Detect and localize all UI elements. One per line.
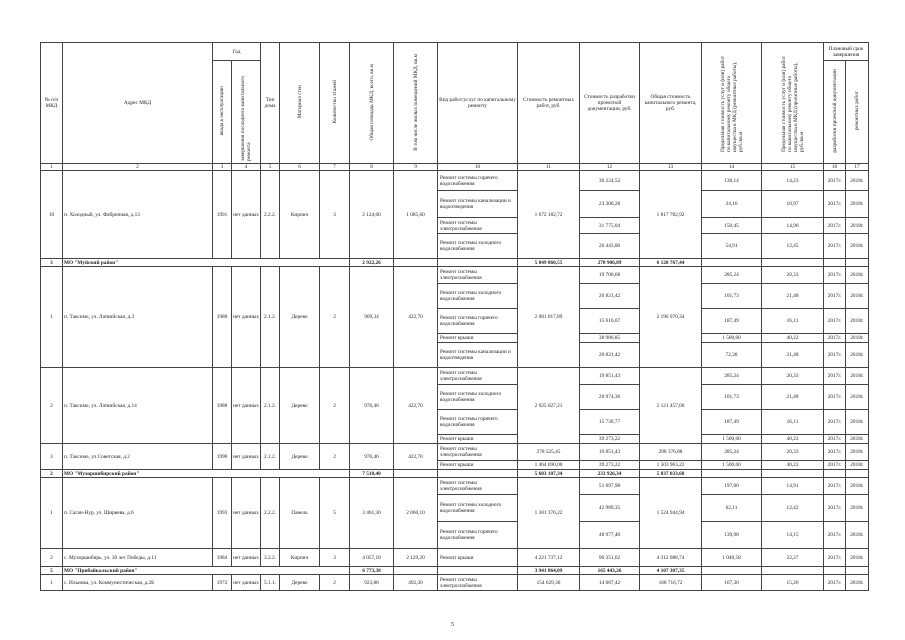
doc-cost: 31 775,04 — [580, 218, 640, 234]
work-type: Ремонт крыши — [438, 461, 518, 470]
doc-cost: 23 300,28 — [580, 191, 640, 218]
header-num: № п/п МКД — [41, 43, 63, 164]
row-last-repair: нет данных — [232, 171, 261, 259]
col-number: 9 — [394, 164, 438, 171]
page-number: 5 — [451, 622, 454, 628]
section-total-cost: 5 837 033,68 — [640, 470, 702, 478]
row-year: 1993 — [213, 478, 232, 549]
table-row — [41, 478, 869, 495]
doc-cost: 38 986,85 — [580, 334, 640, 343]
section-repair-cost: 5 603 107,34 — [518, 470, 580, 478]
work-type: Ремонт системы электроснабжения — [438, 575, 518, 591]
work-type: Ремонт системы электроснабжения — [438, 444, 518, 461]
doc-cost: 39 273,22 — [580, 435, 640, 444]
plan-design: 2017г. — [824, 284, 846, 309]
doc-cost: 30 224,52 — [580, 171, 640, 191]
row-living-area: 492,30 — [394, 575, 438, 591]
limit-design: 10,97 — [762, 191, 824, 218]
limit-design: 20,33 — [762, 444, 824, 461]
plan-repair: 2018г. — [846, 234, 869, 259]
row-house-type: 2.1.2. — [261, 444, 280, 470]
work-type: Ремонт системы электроснабжения — [438, 478, 518, 495]
section-num: 2 — [41, 470, 63, 478]
section-row — [41, 259, 869, 267]
row-last-repair: нет данных — [232, 267, 261, 368]
row-wall-material: Кирпич — [280, 171, 320, 259]
row-last-repair: нет данных — [232, 444, 261, 470]
row-repair-cost: 1 672 182,72 — [518, 171, 580, 259]
plan-design: 2017г. — [824, 478, 846, 495]
row-repair-cost: 2 025 627,21 — [518, 368, 580, 444]
limit-design: 14,15 — [762, 522, 824, 549]
row-floors: 2 — [320, 368, 350, 444]
col-number: 17 — [846, 164, 869, 171]
plan-repair: 2018г. — [846, 267, 869, 284]
row-floors: 2 — [320, 444, 350, 470]
col-number: 10 — [438, 164, 518, 171]
row-year: 1972 — [213, 575, 232, 591]
limit-design: 16,11 — [762, 309, 824, 334]
row-last-repair: нет данных — [232, 575, 261, 591]
plan-repair: 2018г. — [846, 171, 869, 191]
section-repair-cost: 3 941 864,09 — [518, 567, 580, 575]
plan-design: 2017г. — [824, 171, 846, 191]
limit-repair: 62,11 — [702, 495, 762, 522]
limit-design: 12,42 — [762, 495, 824, 522]
row-last-repair: нет данных — [232, 478, 261, 549]
row-wall-material: Кирпич — [280, 549, 320, 567]
col-number: 7 — [320, 164, 350, 171]
work-type: Ремонт крыши — [438, 435, 518, 444]
row-house-type: 5.1.1. — [261, 575, 280, 591]
work-type: Ремонт системы холодного водоснабжения — [438, 495, 518, 522]
row-wall-material: Панель — [280, 478, 320, 549]
plan-repair: 2018г. — [846, 495, 869, 522]
plan-repair: 2018г. — [846, 218, 869, 234]
table-row — [41, 575, 869, 591]
col-number: 2 — [63, 164, 213, 171]
limit-repair: 1 500,00 — [702, 334, 762, 343]
header-doc-cost: Стоимость разработки проектной документации, руб. — [580, 43, 640, 164]
plan-design: 2017г. — [824, 334, 846, 343]
header-house-type: Тип дома — [261, 43, 280, 164]
limit-design: 22,27 — [762, 549, 824, 567]
work-type: Ремонт системы холодного водоснабжения — [438, 284, 518, 309]
row-address: с. Ильинка, ул. Коммунистическая, д.2Б — [63, 575, 213, 591]
doc-cost: 19 851,43 — [580, 444, 640, 461]
row-living-area: 2 129,20 — [394, 549, 438, 567]
row-address: п. Холодный, ул. Фабричная, д.13 — [63, 171, 213, 259]
row-living-area: 422,70 — [394, 267, 438, 368]
limit-repair: 54,91 — [702, 234, 762, 259]
row-wall-material: Дерево — [280, 575, 320, 591]
repair-cost: 278 525,45 — [518, 444, 580, 461]
col-number: 1 — [41, 164, 63, 171]
plan-repair: 2018г. — [846, 191, 869, 218]
plan-design: 2017г. — [824, 461, 846, 470]
limit-repair: 34,16 — [702, 191, 762, 218]
row-house-type: 2.1.2. — [261, 267, 280, 368]
plan-repair: 2018г. — [846, 385, 869, 410]
row-living-area: 422,70 — [394, 444, 438, 470]
plan-design: 2017г. — [824, 191, 846, 218]
doc-cost: 20 821,42 — [580, 284, 640, 309]
header-total-cost: Общая стоимость капитального ремонта, руб. — [640, 43, 702, 164]
plan-repair: 2018г. — [846, 368, 869, 385]
row-repair-cost: 4 221 737,12 — [518, 549, 580, 567]
col-number: 16 — [824, 164, 846, 171]
row-address: п. Саган-Нур, ул. Ширяева, д.6 — [63, 478, 213, 549]
plan-design: 2017г. — [824, 218, 846, 234]
doc-cost: 19 706,68 — [580, 267, 640, 284]
section-doc-cost: 165 443,26 — [580, 567, 640, 575]
row-num: 2 — [41, 549, 63, 567]
row-repair-cost: 2 081 017,89 — [518, 267, 580, 368]
table-row — [41, 267, 869, 284]
section-total-cost: 4 107 307,35 — [640, 567, 702, 575]
section-name: МО "Прибайкальский район" — [63, 567, 350, 575]
row-total-cost: 1 524 944,94 — [640, 478, 702, 549]
row-total-area: 3 461,30 — [350, 478, 394, 549]
row-address: п. Таксимо, ул. Латвийская, д.3 — [63, 267, 213, 368]
header-year-commission: ввода в эксплуатацию — [213, 61, 232, 164]
table-row — [41, 444, 869, 461]
plan-repair: 2018г. — [846, 575, 869, 591]
column-number-row — [41, 164, 869, 171]
row-total-area: 976,46 — [350, 368, 394, 444]
plan-repair: 2018г. — [846, 461, 869, 470]
col-number: 14 — [702, 164, 762, 171]
limit-design: 20,33 — [762, 368, 824, 385]
row-num: 2 — [41, 368, 63, 444]
section-area: 2 922,26 — [350, 259, 394, 267]
limit-design: 16,11 — [762, 410, 824, 435]
total-cost: 298 376,88 — [640, 444, 702, 461]
header-year-group: Год — [213, 43, 261, 61]
header-limit-design: Предельная стоимость услуг и (или) работ по капитальному ремонту общего имущества в МКД (проектные работы), руб./кв.м — [762, 43, 824, 164]
limit-repair: 101,73 — [702, 284, 762, 309]
row-total-cost: 1 817 782,92 — [640, 171, 702, 259]
row-living-area: 422,70 — [394, 368, 438, 444]
row-total-cost: 4 312 088,74 — [640, 549, 702, 567]
row-num: 1 — [41, 575, 63, 591]
section-area: 7 518,40 — [350, 470, 394, 478]
work-type: Ремонт системы горячего водоснабжения — [438, 309, 518, 334]
plan-repair: 2018г. — [846, 478, 869, 495]
row-year: 1988 — [213, 267, 232, 368]
row-living-area: 1 085,60 — [394, 171, 438, 259]
plan-design: 2017г. — [824, 385, 846, 410]
limit-design: 21,48 — [762, 343, 824, 368]
row-house-type: 2.2.2. — [261, 171, 280, 259]
plan-repair: 2018г. — [846, 343, 869, 368]
limit-design: 20,33 — [762, 267, 824, 284]
col-number: 3 — [213, 164, 232, 171]
plan-repair: 2018г. — [846, 549, 869, 567]
row-year: 1984 — [213, 549, 232, 567]
limit-repair: 285,24 — [702, 368, 762, 385]
plan-design: 2017г. — [824, 495, 846, 522]
col-number: 6 — [280, 164, 320, 171]
row-total-cost: 2 121 457,00 — [640, 368, 702, 444]
header-plan-repair: ремонтных работ — [846, 61, 869, 164]
col-number: 5 — [261, 164, 280, 171]
header-row-1 — [41, 43, 869, 61]
limit-repair: 139,98 — [702, 522, 762, 549]
section-num: 5 — [41, 567, 63, 575]
limit-repair: 138,14 — [702, 171, 762, 191]
work-type: Ремонт системы горячего водоснабжения — [438, 410, 518, 435]
row-address: с. Мухоршибирь, ул. 30 лет Победы, д.11 — [63, 549, 213, 567]
row-year: 1988 — [213, 368, 232, 444]
section-name: МО "Муйский район" — [63, 259, 350, 267]
work-type: Ремонт системы электроснабжения — [438, 218, 518, 234]
table-row — [41, 549, 869, 567]
limit-repair: 197,00 — [702, 478, 762, 495]
work-type: Ремонт системы горячего водоснабжения — [438, 171, 518, 191]
row-total-area: 923,86 — [350, 575, 394, 591]
row-num: 3 — [41, 444, 63, 470]
row-repair-cost: 1 381 370,22 — [518, 478, 580, 549]
row-living-area: 2 060,10 — [394, 478, 438, 549]
row-floors: 2 — [320, 267, 350, 368]
limit-repair: 187,49 — [702, 410, 762, 435]
limit-repair: 150,45 — [702, 218, 762, 234]
table-row — [41, 368, 869, 385]
row-floors: 3 — [320, 171, 350, 259]
table-row — [41, 171, 869, 191]
row-floors: 3 — [320, 549, 350, 567]
work-type: Ремонт системы горячего водоснабжения — [438, 522, 518, 549]
plan-repair: 2018г. — [846, 435, 869, 444]
repair-cost: 1 464 690,00 — [518, 461, 580, 470]
limit-design: 14,91 — [762, 478, 824, 495]
row-wall-material: Дерево — [280, 444, 320, 470]
plan-design: 2017г. — [824, 368, 846, 385]
work-type: Ремонт системы холодного водоснабжения — [438, 385, 518, 410]
register-sheet — [40, 42, 868, 591]
doc-cost: 39 273,22 — [580, 461, 640, 470]
doc-cost: 19 851,43 — [580, 368, 640, 385]
row-last-repair: нет данных — [232, 549, 261, 567]
col-number: 4 — [232, 164, 261, 171]
limit-repair: 1 500,00 — [702, 435, 762, 444]
limit-design: 14,23 — [762, 171, 824, 191]
plan-design: 2017г. — [824, 444, 846, 461]
row-year: 1990 — [213, 444, 232, 470]
row-house-type: 2.1.2. — [261, 368, 280, 444]
row-repair-cost: 154 629,30 — [518, 575, 580, 591]
limit-repair: 72,38 — [702, 343, 762, 368]
plan-design: 2017г. — [824, 522, 846, 549]
plan-design: 2017г. — [824, 435, 846, 444]
doc-cost: 15 730,77 — [580, 410, 640, 435]
header-plan-group: Плановый срок завершения — [824, 43, 869, 61]
work-type: Ремонт системы электроснабжения — [438, 267, 518, 284]
header-year-last-repair: завершения последнего капитального ремонта — [232, 61, 261, 164]
row-num: 10 — [41, 171, 63, 259]
section-name: МО "Мухоршибирский район" — [63, 470, 350, 478]
doc-cost: 42 989,35 — [580, 495, 640, 522]
limit-repair: 1 500,00 — [702, 461, 762, 470]
row-wall-material: Дерево — [280, 267, 320, 368]
section-doc-cost: 270 906,89 — [580, 259, 640, 267]
limit-repair: 285,24 — [702, 267, 762, 284]
header-work-type: Вид работ/услуг по капитальному ремонту — [438, 43, 518, 164]
plan-repair: 2018г. — [846, 309, 869, 334]
row-last-repair: нет данных — [232, 368, 261, 444]
total-cost: 1 503 963,22 — [640, 461, 702, 470]
work-type: Ремонт системы холодного водоснабжения — [438, 234, 518, 259]
plan-design: 2017г. — [824, 575, 846, 591]
plan-design: 2017г. — [824, 267, 846, 284]
plan-design: 2017г. — [824, 410, 846, 435]
row-total-area: 2 124,00 — [350, 171, 394, 259]
work-type: Ремонт системы электроснабжения — [438, 368, 518, 385]
limit-design: 21,48 — [762, 385, 824, 410]
header-limit-repair: Предельная стоимость услуг и (или) работ по капитальному ремонту общего имущества в МКД (ремонтные работы), руб./кв.м — [702, 43, 762, 164]
col-number: 11 — [518, 164, 580, 171]
row-total-area: 976,46 — [350, 444, 394, 470]
plan-design: 2017г. — [824, 343, 846, 368]
row-year: 1991 — [213, 171, 232, 259]
section-num: 3 — [41, 259, 63, 267]
limit-repair: 285,24 — [702, 444, 762, 461]
work-type: Ремонт крыши — [438, 549, 518, 567]
doc-cost: 90 351,62 — [580, 549, 640, 567]
limit-design: 40,22 — [762, 334, 824, 343]
header-living-area: В том числе жилых помещений МКД, кв.м — [394, 43, 438, 164]
header-floors: Количество этажей — [320, 43, 350, 164]
doc-cost: 20 821,42 — [580, 343, 640, 368]
header-repair-cost: Стоимость ремонтных работ, руб. — [518, 43, 580, 164]
section-row — [41, 470, 869, 478]
work-type: Ремонт крыши — [438, 334, 518, 343]
plan-design: 2017г. — [824, 234, 846, 259]
row-total-cost: 2 196 970,34 — [640, 267, 702, 368]
work-type: Ремонт системы канализации и водоотведения — [438, 343, 518, 368]
row-address: п. Таксимо, ул.Советская, д.2 — [63, 444, 213, 470]
row-house-type: 3.2.2. — [261, 549, 280, 567]
doc-cost: 20 974,36 — [580, 385, 640, 410]
section-total-cost: 6 120 767,44 — [640, 259, 702, 267]
doc-cost: 51 697,98 — [580, 478, 640, 495]
row-floors: 5 — [320, 478, 350, 549]
row-total-area: 969,34 — [350, 267, 394, 368]
limit-repair: 101,73 — [702, 385, 762, 410]
limit-repair: 167,30 — [702, 575, 762, 591]
row-house-type: 2.2.2. — [261, 478, 280, 549]
plan-design: 2017г. — [824, 309, 846, 334]
doc-cost: 15 616,07 — [580, 309, 640, 334]
row-num: 1 — [41, 267, 63, 368]
plan-design: 2017г. — [824, 549, 846, 567]
header-address: Адрес МКД — [63, 43, 213, 164]
header-wall-material: Материал стен — [280, 43, 320, 164]
section-doc-cost: 233 926,34 — [580, 470, 640, 478]
col-number: 15 — [762, 164, 824, 171]
plan-repair: 2018г. — [846, 284, 869, 309]
doc-cost: 26 443,80 — [580, 234, 640, 259]
limit-repair: 1 040,58 — [702, 549, 762, 567]
row-total-cost: 168 716,72 — [640, 575, 702, 591]
limit-design: 12,45 — [762, 234, 824, 259]
limit-repair: 187,49 — [702, 309, 762, 334]
row-floors: 2 — [320, 575, 350, 591]
col-number: 8 — [350, 164, 394, 171]
row-wall-material: Дерево — [280, 368, 320, 444]
col-number: 12 — [580, 164, 640, 171]
plan-repair: 2018г. — [846, 444, 869, 461]
limit-design: 21,48 — [762, 284, 824, 309]
work-type: Ремонт системы канализации и водоотведения — [438, 191, 518, 218]
doc-cost: 48 977,40 — [580, 522, 640, 549]
section-row — [41, 567, 869, 575]
header-plan-design: разработки проектной документации — [824, 61, 846, 164]
section-repair-cost: 5 849 860,55 — [518, 259, 580, 267]
header-total-area: Общая площадь МКД, всего, кв.м — [350, 43, 394, 164]
plan-repair: 2018г. — [846, 334, 869, 343]
row-total-area: 4 057,10 — [350, 549, 394, 567]
limit-design: 40,22 — [762, 461, 824, 470]
row-address: п. Таксимо, ул. Латвийская, д.14 — [63, 368, 213, 444]
plan-repair: 2018г. — [846, 522, 869, 549]
row-num: 1 — [41, 478, 63, 549]
limit-design: 40,22 — [762, 435, 824, 444]
limit-design: 14,96 — [762, 218, 824, 234]
col-number: 13 — [640, 164, 702, 171]
section-area: 6 773,38 — [350, 567, 394, 575]
repair-register-table — [40, 42, 869, 591]
plan-repair: 2018г. — [846, 410, 869, 435]
limit-design: 15,26 — [762, 575, 824, 591]
doc-cost: 14 087,42 — [580, 575, 640, 591]
